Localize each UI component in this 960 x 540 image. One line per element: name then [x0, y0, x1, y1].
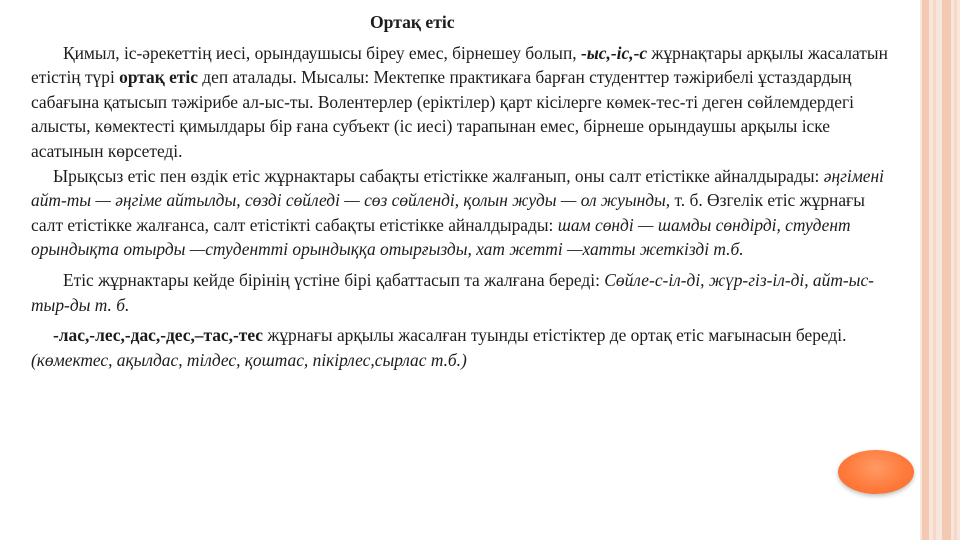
text-run: жұрнақтары арқылы жасалатын етістің түрі — [31, 42, 888, 88]
stripe — [942, 0, 951, 540]
term-highlight: ортақ етіс — [119, 67, 198, 88]
paragraph-stacking — [31, 268, 899, 317]
text-run: Қимыл, іс-әрекеттің иесі, орындаушысы біреу емес, бірнешеу болып, — [63, 42, 581, 63]
stripe — [922, 0, 929, 540]
example-italic: (көмектес, ақылдас, тілдес, қоштас, пікірлес,сырлас т.б.) — [31, 349, 467, 370]
paragraph-suffixes — [31, 323, 899, 372]
example-italic: Сөйле-с-іл-ді, жүр-гіз-іл-ді, айт-ыс-тыр-ды т. б. — [31, 269, 874, 315]
suffix-highlight: -лас,-лес,-дас,-дес,–тас,-тес — [53, 325, 263, 346]
paragraph-transitivity — [31, 164, 899, 262]
slide-content — [31, 10, 899, 372]
text-run: Етіс жұрнактары кейде бірінің үстіне бірі қабаттасып та жалғана береді: — [63, 269, 605, 290]
text-run: деп аталады. Мысалы: Мектепке практикаға барған студенттер тәжірибелі ұстаздардың сабағына қатысып тәжірибе ал-ыс-ты. Волентерлер (еріктілер) қарт кісілерге көмек-тес-ті деген сөйлемдердегі алысты, көмектесті қимылдары бір ғана субъект (іс иесі) тарапынан емес, бірнеше орындаушы арқылы іске асатынын көрсетеді. — [31, 67, 854, 161]
paragraph-definition — [31, 41, 899, 164]
orange-circle-decoration — [838, 450, 914, 494]
text-run: Ырықсыз етіс пен өздік етіс жұрнактары сабақты етістікке жалғанып, оны салт етістікке айналдырады: — [53, 165, 824, 186]
stripe — [933, 0, 936, 540]
text-run: т. б. Өзгелік етіс жұрнағы салт етістікке жалғанса, салт етістікті сабақты етістікке айналдырады: — [31, 190, 865, 235]
suffix-highlight: -ыс,-іс,-с — [580, 42, 648, 63]
slide-title: Ортақ етіс — [370, 12, 455, 32]
text-run: жұрнағы арқылы жасалған туынды етістіктер де ортақ етіс мағынасын береді. — [263, 325, 847, 346]
example-italic: әңгімені айт-ты — әңгіме айтылды, сөзді сөйледі — сөз сөйленді, қолын жуды — ол жуынды, — [31, 165, 884, 211]
decorative-side-stripes — [920, 0, 960, 540]
example-italic: шам сөнді — шамды сөндірді, студент орындықта отырды —студентті орындыққа отырғызды, хат жетті —хатты жеткізді т.б. — [31, 214, 851, 260]
stripe — [954, 0, 957, 540]
